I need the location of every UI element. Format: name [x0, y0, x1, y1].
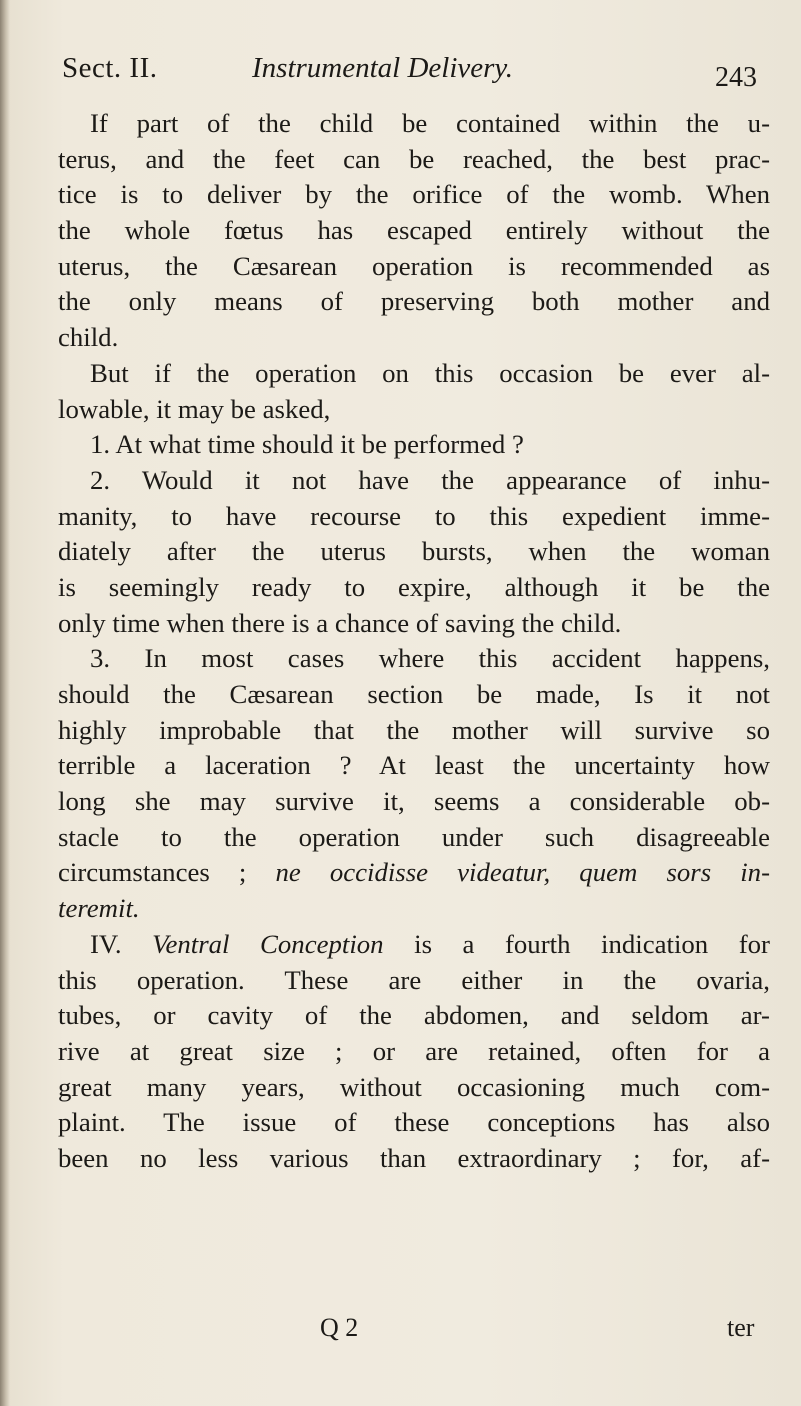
text-line: diately after the uterus bursts, when the woman — [58, 536, 770, 567]
text-line: But if the operation on this occasion be ever al- — [90, 357, 770, 388]
text-line: manity, to have recourse to this expedient imme- — [58, 500, 770, 531]
text-line: long she may survive it, seems a considerable ob- — [58, 786, 770, 817]
text-line: this operation. These are either in the ovaria, — [58, 964, 770, 995]
text-line: stacle to the operation under such disagreeable — [58, 821, 770, 852]
page-gutter — [0, 0, 10, 1406]
text-line: terus, and the feet can be reached, the best prac- — [58, 143, 770, 174]
text-line: been no less various than extraordinary ; for, af- — [58, 1142, 770, 1173]
text-line: is seemingly ready to expire, although it be the — [58, 571, 770, 602]
page-number: 243 — [715, 62, 757, 93]
section-label: Sect. II. — [62, 52, 158, 84]
text-line: the only means of preserving both mother and — [58, 286, 770, 317]
text-line: 1. At what time should it be performed ? — [90, 429, 524, 460]
text-line: the whole fœtus has escaped entirely without the — [58, 215, 770, 246]
page-footer — [62, 1313, 762, 1353]
text-line: plaint. The issue of these conceptions has also — [58, 1107, 770, 1138]
text-line: 3. In most cases where this accident happens, — [90, 643, 770, 674]
text-line: only time when there is a chance of saving the child. — [58, 607, 622, 638]
body-text — [58, 106, 770, 1177]
running-title: Instrumental Delivery. — [252, 52, 513, 84]
text-line: terrible a laceration ? At least the uncertainty how — [58, 750, 770, 781]
catchword: ter — [727, 1313, 755, 1342]
text-line: rive at great size ; or are retained, often for a — [58, 1035, 770, 1066]
text-line: child. — [58, 322, 119, 353]
text-line: great many years, without occasioning much com- — [58, 1071, 770, 1102]
text-line: IV. Ventral Conception is a fourth indication for — [90, 928, 770, 959]
text-line: teremit. — [58, 893, 140, 924]
text-line: If part of the child be contained within the u- — [90, 108, 770, 138]
text-line: 2. Would it not have the appearance of inhu- — [90, 464, 770, 495]
text-line: lowable, it may be asked, — [58, 393, 331, 424]
text-line: highly improbable that the mother will survive so — [58, 714, 770, 745]
text-line: uterus, the Cæsarean operation is recommended as — [58, 250, 770, 281]
text-line: circumstances ; ne occidisse videatur, quem sors in- — [58, 857, 770, 888]
running-header — [62, 52, 762, 98]
text-line: tubes, or cavity of the abdomen, and seldom ar- — [58, 1000, 770, 1031]
text-line: tice is to deliver by the orifice of the womb. When — [58, 179, 770, 210]
signature-mark: Q 2 — [320, 1313, 359, 1342]
text-line: should the Cæsarean section be made, Is it not — [58, 679, 770, 709]
